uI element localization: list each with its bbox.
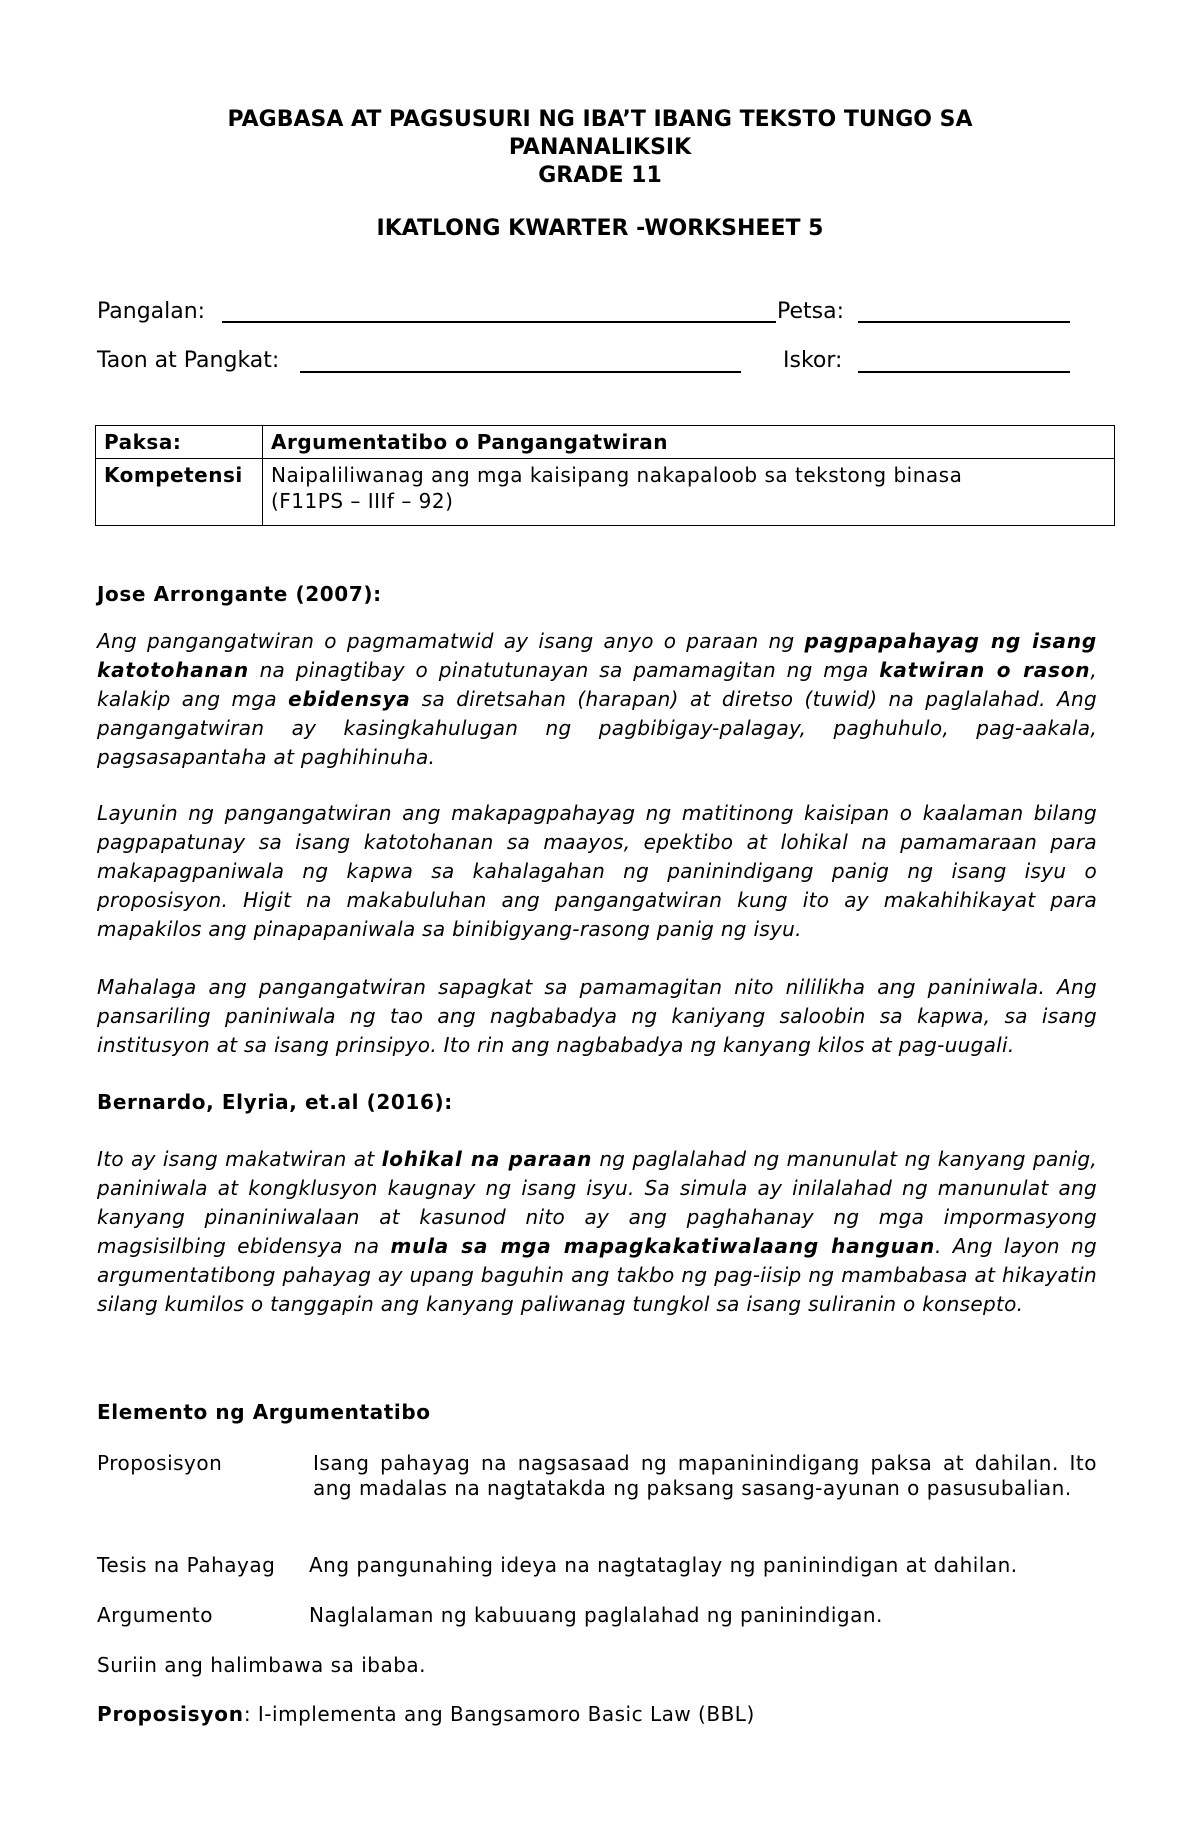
- source1-paragraph-1: [97, 627, 1097, 772]
- text-span: . Ang layon ng argumentatibong pahayag ay upang baguhin ang takbo ng pag-iisip ng mambabasa at hikayatin silang kumilos o tanggapin ang kanyang paliwanag tungkol sa isang suliranin o konsepto.: [97, 1234, 1097, 1316]
- competency-code: (F11PS – IIIf – 92): [271, 489, 454, 513]
- source2-heading: Bernardo, Elyria, et.al (2016):: [97, 1090, 453, 1114]
- text-span: , kalakip ang mga: [97, 658, 1098, 711]
- text-span: na pinagtibay o pinatutunayan sa pamamagitan ng mga: [248, 658, 880, 682]
- source1-paragraph-3: Mahalaga ang pangangatwiran sapagkat sa pamamagitan nito nililikha ang paniniwala. Ang pansariling paniniwala ng tao ang nagbabadya ng kaniyang saloobin sa kapwa, sa isang institusyon at sa isang prinsipyo. Ito rin ang nagbabadya ng kanyang kilos at pag-uugali.: [97, 975, 1097, 1057]
- element-term: Tesis na Pahayag: [97, 1553, 276, 1577]
- name-field[interactable]: [222, 321, 776, 323]
- date-label: Petsa:: [777, 299, 844, 324]
- name-label: Pangalan:: [97, 299, 206, 324]
- score-label: Iskor:: [783, 348, 843, 373]
- info-table: [95, 425, 1115, 526]
- topic-row: [96, 426, 1115, 459]
- competency-row: [96, 459, 1115, 526]
- bold-phrase: lohikal na paraan: [381, 1147, 593, 1171]
- bold-phrase: mula sa mga mapagkakatiwalaang hanguan: [390, 1234, 936, 1258]
- score-field[interactable]: [858, 371, 1070, 373]
- source1-heading: Jose Arrongante (2007):: [97, 582, 382, 606]
- topic-value: Argumentatibo o Pangangatwiran: [263, 426, 1115, 459]
- example-line: [97, 1700, 755, 1728]
- elements-heading: Elemento ng Argumentatibo: [97, 1400, 431, 1424]
- title-line-1: PAGBASA AT PAGSUSURI NG IBA’T IBANG TEKSTO TUNGO SA: [227, 107, 973, 132]
- text-span: ng paglalahad ng manunulat ng kanyang panig, paniniwala at kongklusyon kaugnay ng isang isyu. Sa simula ay inilalahad ng manunulat ang kanyang pinaniniwalaan at kasunod nito ay ang paghahanay ng mga impormasyong magsisilbing ebidensya na: [97, 1147, 1097, 1258]
- bold-phrase: ebidensya: [288, 687, 411, 711]
- example-label: Proposisyon: [97, 1702, 244, 1726]
- element-term: Proposisyon: [97, 1451, 223, 1475]
- element-definition: Ang pangunahing ideya na nagtataglay ng paninindigan at dahilan.: [309, 1553, 1018, 1577]
- title-line-2: PANANALIKSIK: [508, 135, 692, 160]
- element-definition: Naglalaman ng kabuuang paglalahad ng paninindigan.: [309, 1603, 883, 1627]
- bold-phrase: pagpapahayag ng isang katotohanan: [97, 629, 1097, 682]
- competency-value: Naipaliliwanag ang mga kaisipang nakapaloob sa tekstong binasa: [271, 463, 963, 487]
- element-definition: Isang pahayag na nagsasaad ng mapaninindigang paksa at dahilan. Ito ang madalas na nagtatakda ng paksang sasang-ayunan o pasusubalian.: [313, 1451, 1097, 1500]
- text-span: Ang pangangatwiran o pagmamatwid ay isang anyo o paraan ng: [97, 629, 805, 653]
- worksheet-title: IKATLONG KWARTER -WORKSHEET 5: [376, 216, 824, 241]
- competency-cell: [263, 459, 1115, 526]
- example-value: : I-implementa ang Bangsamoro Basic Law (BBL): [243, 1702, 755, 1726]
- section-field[interactable]: [300, 371, 741, 373]
- element-term: Argumento: [97, 1603, 213, 1627]
- section-label: Taon at Pangkat:: [97, 348, 280, 373]
- text-span: Ito ay isang makatwiran at: [97, 1147, 382, 1171]
- title-line-3: GRADE 11: [538, 163, 662, 188]
- date-field[interactable]: [858, 321, 1070, 323]
- topic-label: Paksa:: [96, 426, 263, 459]
- source1-paragraph-2: Layunin ng pangangatwiran ang makapagpahayag ng matitinong kaisipan o kaalaman bilang pagpapatunay sa isang katotohanan sa maayos, epektibo at lohikal na pamamaraan para makapagpaniwala ng kapwa sa kahalagahan ng paninindigang panig ng isang isyu o proposisyon. Higit na makabuluhan ang pangangatwiran kung ito ay makahihikayat para mapakilos ang pinapapaniwala sa binibigyang-rasong panig ng isyu.: [97, 801, 1097, 941]
- source2-paragraph: [97, 1145, 1097, 1319]
- bold-phrase: katwiran o rason: [879, 658, 1091, 682]
- text-span: sa diretsahan (harapan) at diretso (tuwid) na paglalahad. Ang pangangatwiran ay kasingkahulugan ng pagbibigay-palagay, paghuhulo, pag-aakala, pagsasapantaha at paghihinuha.: [97, 687, 1097, 769]
- competency-label: Kompetensi: [96, 459, 263, 526]
- instruction-text: Suriin ang halimbawa sa ibaba.: [97, 1653, 427, 1677]
